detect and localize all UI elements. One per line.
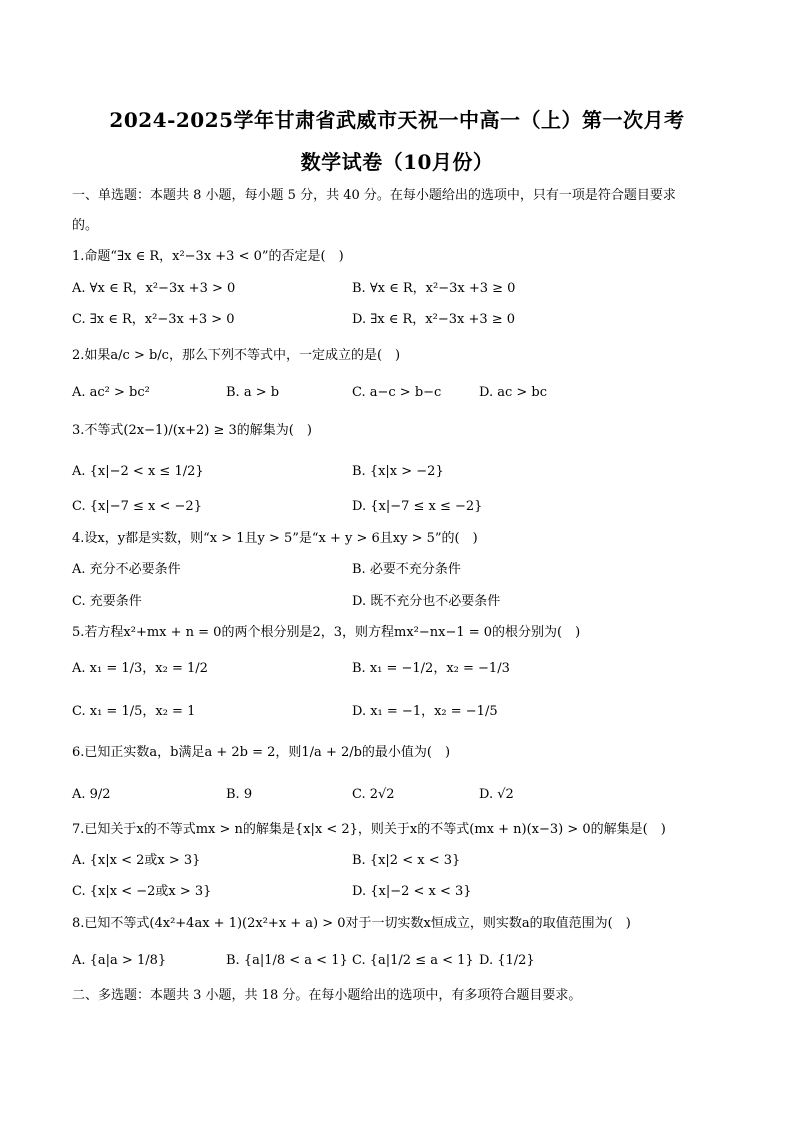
section-1-heading: 一、单选题：本题共 8 小题，每小题 5 分，共 40 分。在每小题给出的选项中，只有一项是符合题目要求 <box>72 188 676 203</box>
question-7-option-c: C. {x|x < −2或x > 3} <box>72 884 212 899</box>
question-1-option-c: C. ∃x ∈ R，x²−3x +3 > 0 <box>72 312 235 327</box>
question-7-option-a: A. {x|x < 2或x > 3} <box>72 853 201 868</box>
question-1-option-b: B. ∀x ∈ R，x²−3x +3 ≥ 0 <box>352 281 516 296</box>
question-6-option-b: B. 9 <box>226 787 253 802</box>
question-3-option-a: A. {x|−2 < x ≤ 1/2} <box>72 464 204 479</box>
question-4-stem: 4.设x，y都是实数，则“x > 1且y > 5”是“x + y > 6且xy > 5”的( ) <box>72 531 478 546</box>
question-8-option-a: A. {a|a > 1/8} <box>72 953 167 968</box>
page-title: 2024-2025学年甘肃省武威市天祝一中高一（上）第一次月考 <box>109 108 685 132</box>
question-5-option-c: C. x₁ = 1/5，x₂ = 1 <box>72 704 196 719</box>
question-3-option-b: B. {x|x > −2} <box>352 464 444 479</box>
question-8-stem: 8.已知不等式(4x²+4ax + 1)(2x²+x + a) > 0对于一切实数x恒成立，则实数a的取值范围为( ) <box>72 916 631 931</box>
question-4-option-d: D. 既不充分也不必要条件 <box>352 594 501 609</box>
question-7-stem: 7.已知关于x的不等式mx > n的解集是{x|x < 2}，则关于x的不等式(mx + n)(x−3) > 0的解集是( ) <box>72 822 666 837</box>
question-2-option-d: D. ac > bc <box>479 385 548 400</box>
question-7-option-b: B. {x|2 < x < 3} <box>352 853 461 868</box>
question-6-stem: 6.已知正实数a，b满足a + 2b = 2，则1/a + 2/b的最小值为( ) <box>72 745 451 760</box>
question-8-option-d: D. {1/2} <box>479 953 535 968</box>
question-5-stem: 5.若方程x²+mx + n = 0的两个根分别是2，3，则方程mx²−nx−1 = 0的根分别为( ) <box>72 625 581 640</box>
question-3-stem: 3.不等式(2x−1)/(x+2) ≥ 3的解集为( ) <box>72 423 312 438</box>
question-3-option-d: D. {x|−7 ≤ x ≤ −2} <box>352 499 483 514</box>
question-6-option-a: A. 9/2 <box>72 787 111 802</box>
question-1-option-d: D. ∃x ∈ R，x²−3x +3 ≥ 0 <box>352 312 516 327</box>
question-6-option-d: D. √2 <box>479 787 514 802</box>
question-2-option-a: A. ac² > bc² <box>72 385 150 400</box>
question-5-option-d: D. x₁ = −1，x₂ = −1/5 <box>352 704 498 719</box>
question-4-option-b: B. 必要不充分条件 <box>352 562 461 577</box>
question-2-stem: 2.如果a/c > b/c，那么下列不等式中，一定成立的是( ) <box>72 348 401 363</box>
question-1-option-a: A. ∀x ∈ R，x²−3x +3 > 0 <box>72 281 236 296</box>
question-1-stem: 1.命题“∃x ∈ R，x²−3x +3 < 0”的否定是( ) <box>72 249 344 264</box>
question-5-option-b: B. x₁ = −1/2，x₂ = −1/3 <box>352 661 510 676</box>
section-2-heading: 二、多选题：本题共 3 小题，共 18 分。在每小题给出的选项中，有多项符合题目要求。 <box>72 988 582 1003</box>
question-2-option-c: C. a−c > b−c <box>352 385 442 400</box>
page-subtitle: 数学试卷（10月份） <box>300 150 494 174</box>
question-4-option-c: C. 充要条件 <box>72 594 142 609</box>
question-8-option-c: C. {a|1/2 ≤ a < 1} <box>352 953 474 968</box>
question-7-option-d: D. {x|−2 < x < 3} <box>352 884 472 899</box>
question-5-option-a: A. x₁ = 1/3，x₂ = 1/2 <box>72 661 208 676</box>
question-3-option-c: C. {x|−7 ≤ x < −2} <box>72 499 202 514</box>
question-2-option-b: B. a > b <box>226 385 280 400</box>
question-4-option-a: A. 充分不必要条件 <box>72 562 181 577</box>
question-8-option-b: B. {a|1/8 < a < 1} <box>226 953 348 968</box>
question-6-option-c: C. 2√2 <box>352 787 395 802</box>
section-1-heading-cont: 的。 <box>72 218 99 233</box>
